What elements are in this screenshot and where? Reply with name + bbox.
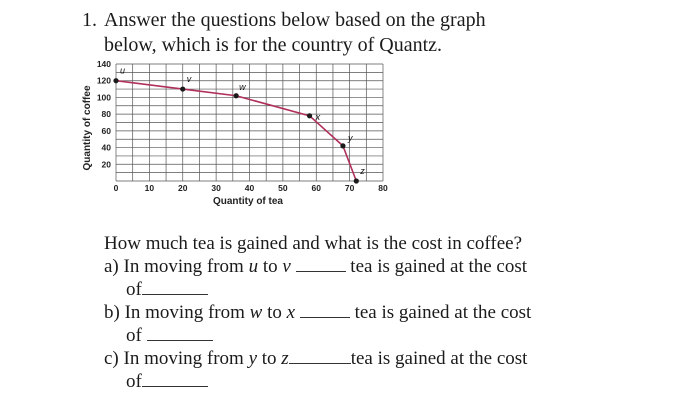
x-tick-label: 0 bbox=[113, 183, 119, 193]
point-z bbox=[354, 178, 359, 183]
part-c-tea-blank[interactable] bbox=[289, 349, 351, 364]
part-b-cost bbox=[104, 324, 694, 347]
part-b-coffee-blank[interactable] bbox=[147, 326, 213, 341]
x-tick-label: 50 bbox=[278, 183, 288, 193]
point-y bbox=[340, 143, 345, 148]
question-number: 1. bbox=[82, 9, 97, 31]
part-c bbox=[104, 347, 694, 370]
part-a-to-word: to bbox=[258, 256, 283, 277]
x-axis-label: Quantity of tea bbox=[212, 196, 284, 207]
x-tick-label: 80 bbox=[378, 183, 388, 193]
point-w bbox=[234, 93, 239, 98]
part-c-cost bbox=[104, 370, 694, 393]
part-a-cost bbox=[104, 278, 694, 301]
part-b-to: x bbox=[286, 302, 296, 323]
y-axis-label: Quantity of coffee bbox=[82, 85, 93, 171]
x-tick-label: 70 bbox=[344, 183, 355, 193]
part-a-to: v bbox=[282, 256, 291, 277]
part-a-suffix: tea is gained at the cost bbox=[350, 256, 528, 277]
y-tick-label: 20 bbox=[101, 159, 111, 170]
part-b bbox=[104, 301, 694, 324]
point-label-v: v bbox=[186, 74, 192, 85]
x-tick-label: 30 bbox=[211, 183, 221, 193]
part-c-suffix: tea is gained at the cost bbox=[350, 348, 528, 369]
y-tick-label: 80 bbox=[101, 109, 111, 120]
part-a-of: of bbox=[126, 279, 142, 300]
part-c-of: of bbox=[126, 371, 142, 392]
point-u bbox=[113, 78, 118, 83]
y-tick-label: 40 bbox=[101, 142, 111, 153]
part-a-from: u bbox=[248, 256, 259, 277]
x-tick-label: 10 bbox=[144, 183, 155, 193]
part-c-to-word: to bbox=[257, 348, 282, 369]
part-a-coffee-blank[interactable] bbox=[142, 280, 208, 295]
point-x bbox=[307, 113, 312, 118]
chart-points bbox=[113, 66, 365, 184]
question-line-2: below, which is for the country of Quantz. bbox=[104, 34, 443, 56]
point-label-w: w bbox=[239, 81, 246, 92]
x-tick-label: 60 bbox=[311, 183, 321, 193]
part-b-prefix: b) In moving from bbox=[104, 302, 250, 323]
chart-grid bbox=[116, 64, 383, 181]
part-c-to: z bbox=[281, 348, 289, 369]
part-c-prefix: c) In moving from bbox=[104, 348, 249, 369]
point-label-y: y bbox=[347, 132, 353, 143]
x-tick-label: 20 bbox=[178, 183, 188, 193]
sub-questions bbox=[104, 232, 694, 393]
part-a-tea-blank[interactable] bbox=[296, 257, 346, 272]
point-label-z: z bbox=[360, 166, 365, 176]
y-tick-label: 140 bbox=[96, 59, 111, 69]
question-line-1: Answer the questions below based on the graph bbox=[104, 9, 486, 31]
part-b-of: of bbox=[126, 325, 142, 346]
part-a bbox=[104, 255, 694, 278]
part-b-tea-blank[interactable] bbox=[300, 303, 350, 318]
point-label-x: x bbox=[315, 111, 321, 122]
y-tick-label: 120 bbox=[96, 75, 111, 86]
part-b-suffix: tea is gained at the cost bbox=[354, 302, 532, 323]
point-v bbox=[180, 86, 185, 91]
point-label-u: u bbox=[120, 65, 126, 76]
part-c-coffee-blank[interactable] bbox=[142, 372, 208, 387]
part-b-from: w bbox=[249, 302, 263, 323]
part-b-to-word: to bbox=[262, 302, 287, 323]
part-a-prefix: a) In moving from bbox=[104, 256, 249, 277]
part-c-from: y bbox=[248, 348, 258, 369]
sub-question-intro: How much tea is gained and what is the cost in coffee? bbox=[104, 233, 523, 254]
y-tick-label: 60 bbox=[101, 125, 111, 136]
y-tick-label: 100 bbox=[96, 92, 111, 103]
x-tick-label: 40 bbox=[244, 183, 255, 193]
